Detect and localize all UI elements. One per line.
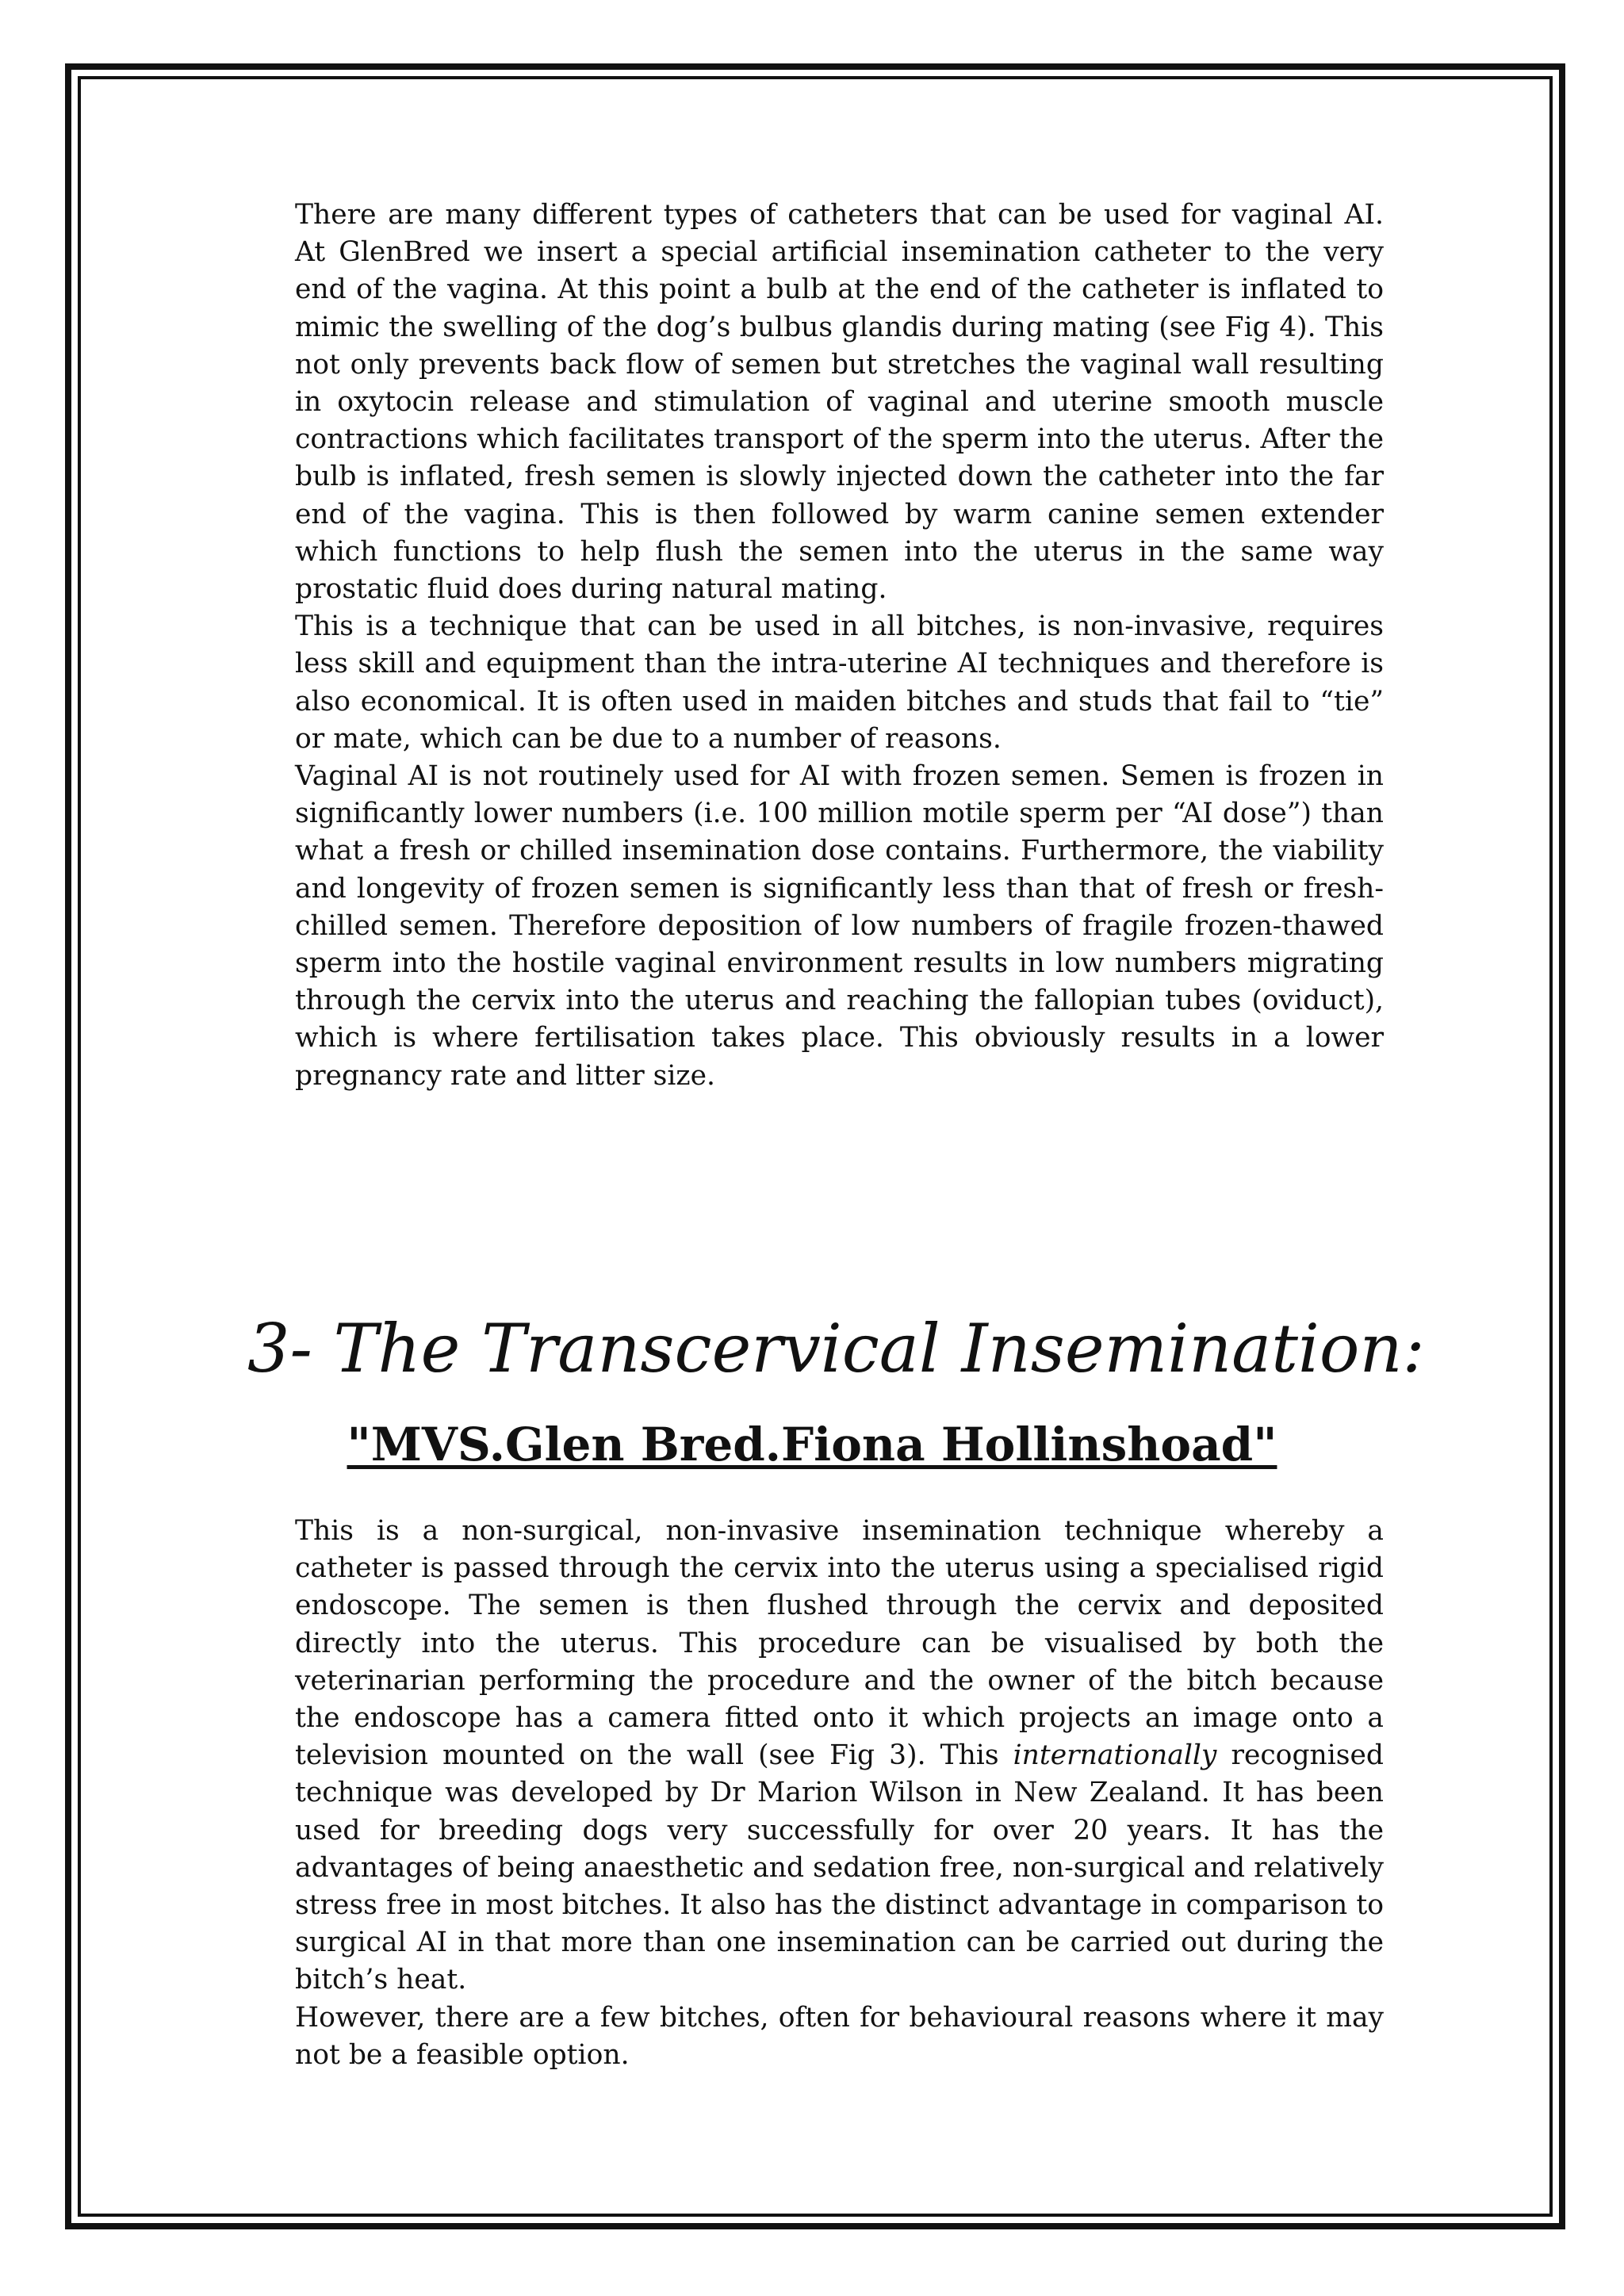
subheading: "MVS.Glen Bred.Fiona Hollinshoad": [347, 1418, 1277, 1471]
paragraph-transcervical-start: This is a non-surgical, non-invasive insemination technique whereby a catheter is passed through the cervix into the uterus using a specialised rigid endoscope. The semen is then flushed through the cervix and deposited directly into the uterus. This procedure can be visualised by both the veterinarian performing the procedure and the owner of the bitch because the endoscope has a camera fitted onto it which projects an image onto a television mounted on the wall (see Fig 3). This: [295, 1515, 1384, 1772]
emphasis-internationally: internationally: [1013, 1739, 1217, 1772]
section-heading: 3- The Transcervical Insemination:: [247, 1310, 1425, 1387]
paragraph-transcervical-end: recognised technique was developed by Dr Marion Wilson in New Zealand. It has been used for breeding dogs very successfully for over 20 years. It has the advantages of being anaesthetic and sedation free, non-surgical and relatively stress free in most bitches. It also has the distinct advantage in comparison to surgical AI in that more than one insemination can be carried out during the bitch’s heat.: [295, 1739, 1384, 1996]
paragraph-technique: This is a technique that can be used in all bitches, is non-invasive, requires less skill and equipment than the intra-uterine AI techniques and therefore is also economical. It is often used in maiden bitches and studs that fail to “tie” or mate, which can be due to a number of reasons.: [295, 610, 1384, 755]
transcervical-text: [295, 1513, 1384, 2074]
paragraph-frozen-semen: Vaginal AI is not routinely used for AI with frozen semen. Semen is frozen in significantly lower numbers (i.e. 100 million motile sperm per “AI dose”) than what a fresh or chilled insemination dose contains. Furthermore, the viability and longevity of frozen semen is significantly less than that of fresh or fresh-chilled semen. Therefore deposition of low numbers of fragile frozen-thawed sperm into the hostile vaginal environment results in low numbers migrating through the cervix into the uterus and reaching the fallopian tubes (oviduct), which is where fertilisation takes place. This obviously results in a lower pregnancy rate and litter size.: [295, 760, 1384, 1092]
vaginal-ai-text: [295, 197, 1384, 1095]
paragraph-feasibility: However, there are a few bitches, often for behavioural reasons where it may not be a feasible option.: [295, 2001, 1384, 2071]
paragraph-catheters: There are many different types of catheters that can be used for vaginal AI. At GlenBred we insert a special artificial insemination catheter to the very end of the vagina. At this point a bulb at the end of the catheter is inflated to mimic the swelling of the dog’s bulbus glandis during mating (see Fig 4). This not only prevents back flow of semen but stretches the vaginal wall resulting in oxytocin release and stimulation of vaginal and uterine smooth muscle contractions which facilitates transport of the sperm into the uterus. After the bulb is inflated, fresh semen is slowly injected down the catheter into the far end of the vagina. This is then followed by warm canine semen extender which functions to help flush the semen into the uterus in the same way prostatic fluid does during natural mating.: [295, 199, 1384, 606]
paragraph-transcervical: [295, 1513, 1384, 1999]
